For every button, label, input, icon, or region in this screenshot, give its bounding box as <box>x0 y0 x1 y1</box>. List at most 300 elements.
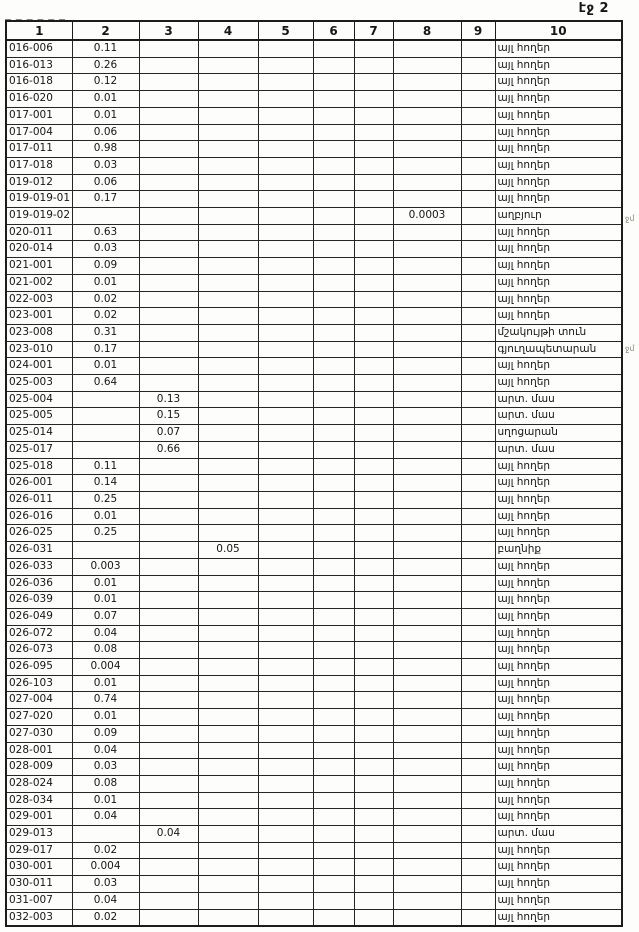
cell-col4 <box>198 57 258 74</box>
cell-col2: 0.08 <box>72 642 139 659</box>
land-parcel-table <box>5 20 623 927</box>
cell-col8 <box>393 608 461 625</box>
table-row <box>6 91 622 108</box>
cell-col9 <box>461 308 495 325</box>
table-row <box>6 475 622 492</box>
cell-col10: այլ հողեր <box>495 224 622 241</box>
cell-col3: 0.13 <box>139 391 198 408</box>
cell-col7 <box>354 842 393 859</box>
cell-col10: այլ հողեր <box>495 759 622 776</box>
table-row <box>6 725 622 742</box>
cell-col3 <box>139 141 198 158</box>
cell-col3 <box>139 308 198 325</box>
cell-col7 <box>354 558 393 575</box>
cell-col8 <box>393 859 461 876</box>
cell-col7 <box>354 408 393 425</box>
cell-col2: 0.04 <box>72 625 139 642</box>
cell-col5 <box>258 792 313 809</box>
cell-col8 <box>393 308 461 325</box>
cell-col1: 032-003 <box>6 909 72 926</box>
cell-col9 <box>461 859 495 876</box>
cell-col1: 016-020 <box>6 91 72 108</box>
table-row <box>6 826 622 843</box>
cell-col9 <box>461 40 495 57</box>
cell-col5 <box>258 174 313 191</box>
cell-col4 <box>198 191 258 208</box>
cell-col3 <box>139 358 198 375</box>
cell-col10: այլ հողեր <box>495 157 622 174</box>
cell-col2: 0.17 <box>72 191 139 208</box>
cell-col10: այլ հողեր <box>495 74 622 91</box>
cell-col6 <box>313 258 354 275</box>
cell-col5 <box>258 608 313 625</box>
cell-col3: 0.66 <box>139 441 198 458</box>
cell-col1: 028-034 <box>6 792 72 809</box>
cell-col5 <box>258 558 313 575</box>
cell-col3 <box>139 341 198 358</box>
cell-col4 <box>198 40 258 57</box>
cell-col3 <box>139 876 198 893</box>
cell-col2: 0.17 <box>72 341 139 358</box>
cell-col6 <box>313 775 354 792</box>
cell-col10: այլ հողեր <box>495 491 622 508</box>
cell-col1: 017-018 <box>6 157 72 174</box>
cell-col8 <box>393 642 461 659</box>
cell-col1: 026-001 <box>6 475 72 492</box>
cell-col2: 0.11 <box>72 40 139 57</box>
cell-col4 <box>198 909 258 926</box>
cell-col6 <box>313 859 354 876</box>
cell-col8 <box>393 358 461 375</box>
cell-col5 <box>258 842 313 859</box>
cell-col9 <box>461 274 495 291</box>
cell-col5 <box>258 74 313 91</box>
table-row <box>6 174 622 191</box>
cell-col2: 0.09 <box>72 725 139 742</box>
table-row <box>6 876 622 893</box>
cell-col2: 0.31 <box>72 324 139 341</box>
cell-col6 <box>313 625 354 642</box>
cell-col5 <box>258 107 313 124</box>
cell-col9 <box>461 491 495 508</box>
cell-col7 <box>354 525 393 542</box>
cell-col8 <box>393 441 461 458</box>
cell-col9 <box>461 642 495 659</box>
table-row <box>6 491 622 508</box>
cell-col10: այլ հողեր <box>495 174 622 191</box>
cell-col9 <box>461 675 495 692</box>
cell-col7 <box>354 107 393 124</box>
cell-col5 <box>258 508 313 525</box>
cell-col10: բաղնիք <box>495 542 622 559</box>
cell-col7 <box>354 625 393 642</box>
cell-col6 <box>313 441 354 458</box>
cell-col8 <box>393 391 461 408</box>
cell-col6 <box>313 725 354 742</box>
cell-col1: 023-001 <box>6 308 72 325</box>
cell-col3 <box>139 191 198 208</box>
table-row <box>6 859 622 876</box>
table-row <box>6 842 622 859</box>
cell-col4 <box>198 876 258 893</box>
cell-col4 <box>198 525 258 542</box>
table-row <box>6 558 622 575</box>
cell-col1: 027-020 <box>6 709 72 726</box>
cell-col1: 025-005 <box>6 408 72 425</box>
cell-col4 <box>198 174 258 191</box>
cell-col1: 026-025 <box>6 525 72 542</box>
cell-col5 <box>258 191 313 208</box>
cell-col1: 017-004 <box>6 124 72 141</box>
cell-col9 <box>461 208 495 225</box>
cell-col2: 0.01 <box>72 575 139 592</box>
cell-col5 <box>258 625 313 642</box>
cell-col1: 026-033 <box>6 558 72 575</box>
cell-col7 <box>354 542 393 559</box>
cell-col2: 0.01 <box>72 358 139 375</box>
cell-col2: 0.01 <box>72 508 139 525</box>
cell-col3 <box>139 909 198 926</box>
cell-col9 <box>461 258 495 275</box>
cell-col5 <box>258 241 313 258</box>
cell-col8: 0.0003 <box>393 208 461 225</box>
cell-col3 <box>139 859 198 876</box>
cell-col6 <box>313 91 354 108</box>
cell-col8 <box>393 91 461 108</box>
cell-col2: 0.26 <box>72 57 139 74</box>
cell-col2: 0.11 <box>72 458 139 475</box>
cell-col7 <box>354 308 393 325</box>
cell-col4 <box>198 742 258 759</box>
cell-col5 <box>258 141 313 158</box>
cell-col10: այլ հողեր <box>495 308 622 325</box>
cell-col10: մշակույթի տուն <box>495 324 622 341</box>
cell-col1: 019-012 <box>6 174 72 191</box>
cell-col5 <box>258 458 313 475</box>
cell-col1: 023-008 <box>6 324 72 341</box>
cell-col4 <box>198 642 258 659</box>
cell-col7 <box>354 174 393 191</box>
cell-col2: 0.02 <box>72 308 139 325</box>
cell-col4 <box>198 892 258 909</box>
cell-col6 <box>313 291 354 308</box>
cell-col6 <box>313 408 354 425</box>
column-header-5: 5 <box>258 21 313 40</box>
column-header-6: 6 <box>313 21 354 40</box>
cell-col8 <box>393 659 461 676</box>
cell-col7 <box>354 742 393 759</box>
cell-col6 <box>313 709 354 726</box>
cell-col3 <box>139 291 198 308</box>
cell-col8 <box>393 375 461 392</box>
cell-col4 <box>198 842 258 859</box>
cell-col8 <box>393 542 461 559</box>
cell-col8 <box>393 224 461 241</box>
cell-col1: 016-013 <box>6 57 72 74</box>
cell-col8 <box>393 408 461 425</box>
cell-col2: 0.01 <box>72 792 139 809</box>
cell-col7 <box>354 759 393 776</box>
table-row <box>6 625 622 642</box>
cell-col8 <box>393 575 461 592</box>
cell-col6 <box>313 525 354 542</box>
cell-col6 <box>313 759 354 776</box>
cell-col9 <box>461 391 495 408</box>
cell-col6 <box>313 341 354 358</box>
cell-col4 <box>198 491 258 508</box>
cell-col6 <box>313 608 354 625</box>
cell-col9 <box>461 525 495 542</box>
cell-col2: 0.98 <box>72 141 139 158</box>
table-row <box>6 141 622 158</box>
cell-col5 <box>258 742 313 759</box>
cell-col7 <box>354 892 393 909</box>
cell-col8 <box>393 792 461 809</box>
cell-col7 <box>354 224 393 241</box>
cell-col6 <box>313 508 354 525</box>
cell-col3 <box>139 174 198 191</box>
cell-col9 <box>461 542 495 559</box>
cell-col3 <box>139 742 198 759</box>
cell-col6 <box>313 692 354 709</box>
table-row <box>6 692 622 709</box>
cell-col6 <box>313 157 354 174</box>
cell-col9 <box>461 742 495 759</box>
cell-col9 <box>461 759 495 776</box>
cell-col8 <box>393 324 461 341</box>
cell-col8 <box>393 241 461 258</box>
cell-col8 <box>393 74 461 91</box>
cell-col5 <box>258 575 313 592</box>
table-row <box>6 274 622 291</box>
cell-col2: 0.04 <box>72 892 139 909</box>
cell-col5 <box>258 725 313 742</box>
cell-col4 <box>198 575 258 592</box>
cell-col9 <box>461 191 495 208</box>
cell-col9 <box>461 659 495 676</box>
cell-col9 <box>461 592 495 609</box>
cell-col10: սղոցարան <box>495 425 622 442</box>
cell-col3 <box>139 491 198 508</box>
cell-col4 <box>198 458 258 475</box>
cell-col3 <box>139 458 198 475</box>
cell-col7 <box>354 675 393 692</box>
cell-col3 <box>139 324 198 341</box>
cell-col2 <box>72 408 139 425</box>
cell-col8 <box>393 876 461 893</box>
cell-col8 <box>393 909 461 926</box>
cell-col6 <box>313 892 354 909</box>
cell-col4 <box>198 157 258 174</box>
cell-col1: 028-009 <box>6 759 72 776</box>
cell-col7 <box>354 441 393 458</box>
cell-col1: 026-103 <box>6 675 72 692</box>
table-row <box>6 775 622 792</box>
cell-col10: այլ հողեր <box>495 57 622 74</box>
cell-col8 <box>393 709 461 726</box>
cell-col1: 028-001 <box>6 742 72 759</box>
cell-col6 <box>313 458 354 475</box>
cell-col1: 027-004 <box>6 692 72 709</box>
cell-col5 <box>258 659 313 676</box>
cell-col10: այլ հողեր <box>495 458 622 475</box>
cell-col3 <box>139 274 198 291</box>
cell-col7 <box>354 124 393 141</box>
cell-col5 <box>258 491 313 508</box>
cell-col10: գյուղապետարան <box>495 341 622 358</box>
cell-col1: 017-001 <box>6 107 72 124</box>
cell-col6 <box>313 792 354 809</box>
cell-col6 <box>313 909 354 926</box>
cell-col4 <box>198 291 258 308</box>
cell-col9 <box>461 575 495 592</box>
cell-col3 <box>139 224 198 241</box>
cell-col7 <box>354 575 393 592</box>
cell-col2: 0.003 <box>72 558 139 575</box>
cell-col7 <box>354 709 393 726</box>
cell-col3 <box>139 91 198 108</box>
cell-col3: 0.07 <box>139 425 198 442</box>
cell-col8 <box>393 491 461 508</box>
cell-col10: այլ հողեր <box>495 91 622 108</box>
cell-col10: այլ հողեր <box>495 558 622 575</box>
cell-col10: այլ հողեր <box>495 775 622 792</box>
cell-col7 <box>354 274 393 291</box>
cell-col8 <box>393 525 461 542</box>
cell-col10: այլ հողեր <box>495 792 622 809</box>
cell-col4 <box>198 608 258 625</box>
handwritten-margin-note: ջմ <box>625 343 636 354</box>
table-row <box>6 525 622 542</box>
cell-col2: 0.01 <box>72 709 139 726</box>
cell-col10: այլ հողեր <box>495 592 622 609</box>
cell-col3 <box>139 809 198 826</box>
cell-col8 <box>393 40 461 57</box>
cell-col4 <box>198 558 258 575</box>
cell-col8 <box>393 57 461 74</box>
cell-col9 <box>461 909 495 926</box>
cell-col9 <box>461 876 495 893</box>
cell-col4 <box>198 508 258 525</box>
cell-col1: 026-036 <box>6 575 72 592</box>
cell-col3 <box>139 675 198 692</box>
cell-col3 <box>139 842 198 859</box>
cell-col8 <box>393 892 461 909</box>
cell-col5 <box>258 224 313 241</box>
cell-col9 <box>461 892 495 909</box>
cell-col4 <box>198 692 258 709</box>
cell-col3 <box>139 792 198 809</box>
cell-col8 <box>393 775 461 792</box>
cell-col4 <box>198 274 258 291</box>
cell-col4 <box>198 475 258 492</box>
cell-col5 <box>258 826 313 843</box>
cell-col5 <box>258 258 313 275</box>
table-row <box>6 809 622 826</box>
cell-col8 <box>393 475 461 492</box>
cell-col1: 025-018 <box>6 458 72 475</box>
table-row <box>6 241 622 258</box>
cell-col2: 0.01 <box>72 274 139 291</box>
cell-col10: այլ հողեր <box>495 274 622 291</box>
cell-col7 <box>354 341 393 358</box>
cell-col4 <box>198 425 258 442</box>
cell-col5 <box>258 57 313 74</box>
cell-col6 <box>313 241 354 258</box>
cell-col1: 025-017 <box>6 441 72 458</box>
cell-col2: 0.63 <box>72 224 139 241</box>
cell-col6 <box>313 575 354 592</box>
cell-col10: այլ հողեր <box>495 141 622 158</box>
cell-col7 <box>354 826 393 843</box>
cell-col4: 0.05 <box>198 542 258 559</box>
cell-col2: 0.01 <box>72 107 139 124</box>
cell-col7 <box>354 909 393 926</box>
cell-col7 <box>354 876 393 893</box>
cell-col3 <box>139 725 198 742</box>
cell-col4 <box>198 759 258 776</box>
handwritten-margin-note: ջմ <box>625 213 636 224</box>
table-row <box>6 642 622 659</box>
cell-col9 <box>461 358 495 375</box>
cell-col2 <box>72 542 139 559</box>
cell-col6 <box>313 57 354 74</box>
table-row <box>6 542 622 559</box>
table-row <box>6 675 622 692</box>
cell-col5 <box>258 892 313 909</box>
cell-col2: 0.03 <box>72 157 139 174</box>
cell-col10: այլ հողեր <box>495 508 622 525</box>
cell-col7 <box>354 375 393 392</box>
cell-col8 <box>393 675 461 692</box>
cell-col10: այլ հողեր <box>495 692 622 709</box>
cell-col6 <box>313 842 354 859</box>
cell-col2: 0.25 <box>72 491 139 508</box>
cell-col6 <box>313 475 354 492</box>
cell-col6 <box>313 809 354 826</box>
table-row <box>6 324 622 341</box>
table-row <box>6 124 622 141</box>
column-header-8: 8 <box>393 21 461 40</box>
cell-col1: 019-019-01 <box>6 191 72 208</box>
cell-col7 <box>354 859 393 876</box>
cell-col10: այլ հողեր <box>495 892 622 909</box>
cell-col2 <box>72 441 139 458</box>
cell-col7 <box>354 91 393 108</box>
cell-col6 <box>313 107 354 124</box>
cell-col6 <box>313 826 354 843</box>
cell-col3 <box>139 107 198 124</box>
cell-col4 <box>198 258 258 275</box>
cell-col3 <box>139 608 198 625</box>
cell-col8 <box>393 174 461 191</box>
cell-col2: 0.14 <box>72 475 139 492</box>
cell-col2 <box>72 391 139 408</box>
cell-col7 <box>354 358 393 375</box>
cell-col1: 021-002 <box>6 274 72 291</box>
cell-col8 <box>393 191 461 208</box>
cell-col9 <box>461 826 495 843</box>
cell-col8 <box>393 258 461 275</box>
cell-col1: 025-003 <box>6 375 72 392</box>
cell-col8 <box>393 425 461 442</box>
table-row <box>6 425 622 442</box>
cell-col10: արտ. մաս <box>495 391 622 408</box>
cell-col9 <box>461 324 495 341</box>
cell-col4 <box>198 809 258 826</box>
cell-col8 <box>393 458 461 475</box>
cell-col5 <box>258 124 313 141</box>
